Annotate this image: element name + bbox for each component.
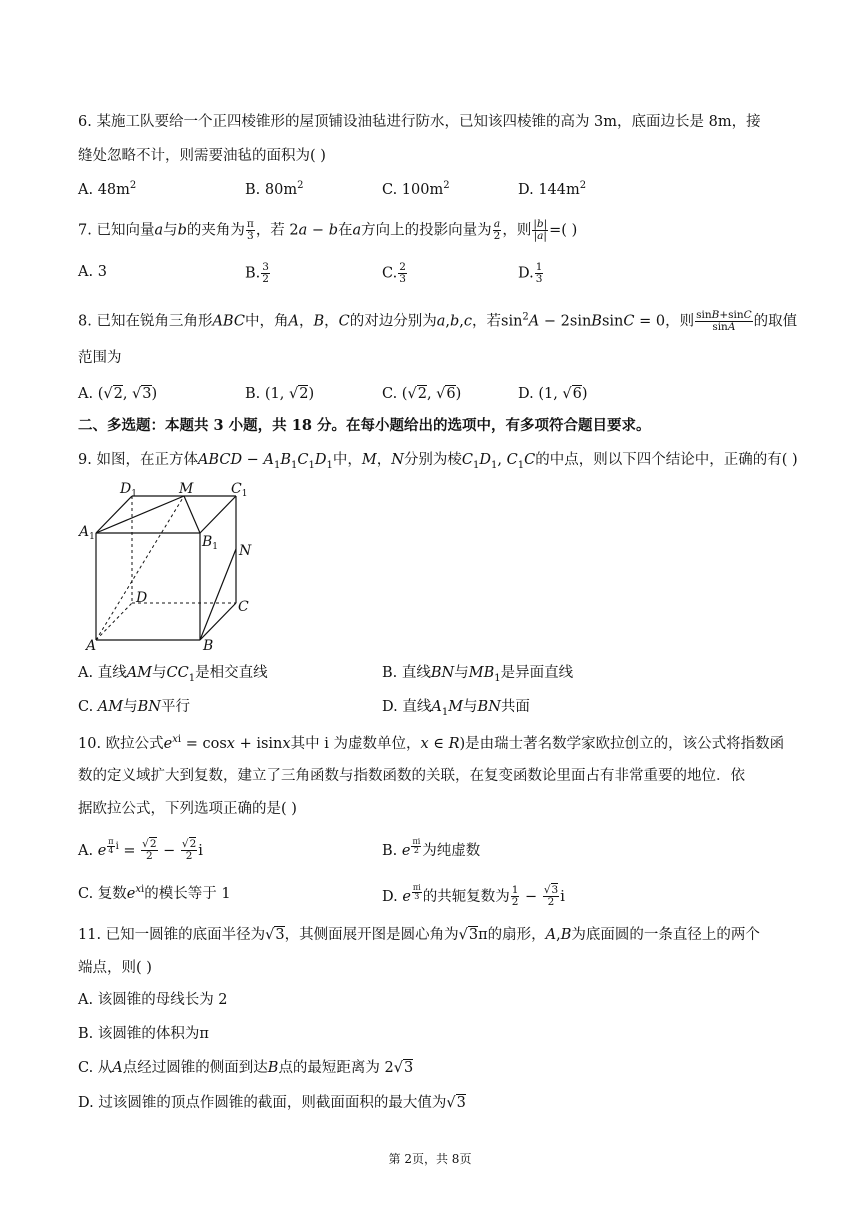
q7-option-a: A. 3: [78, 264, 107, 280]
q10-line1: 10. 欧拉公式$e^{xi} = \cos x + isinx$其中 i 为虚数单位，x ∈ R)是由瑞士著名数学家欧拉创立的，该公式将指数函: [78, 734, 785, 752]
q8-option-b: B. (1, √2): [245, 386, 315, 402]
label-b: B: [203, 638, 214, 654]
q6-line1: 6. 某施工队要给一个正四棱锥形的屋顶铺设油毡进行防水，已知该四棱锥的高为 3m，底面边长是 8m，接: [78, 114, 761, 130]
q9-option-b: B. 直线BN与$MB_1$是异面直线: [382, 665, 574, 684]
q11-option-a: A. 该圆锥的母线长为 2: [78, 992, 228, 1008]
q7-option-b: B. $\frac{3}{2}$: [245, 261, 269, 285]
edge-a1-d1: [96, 496, 132, 533]
q9-line1: 9. 如图，在正方体ABCD − $A_1B_1C_1D_1$中，M，N分别为棱$C_1D_1$, $C_1C$的中点，则以下四个结论中，正确的有( ): [78, 452, 798, 471]
q6-option-b: B. $80m^2$: [245, 180, 304, 198]
page-footer: 第 2页，共 8页: [388, 1152, 472, 1166]
q6-line2: 缝处忽略不计，则需要油毡的面积为( ): [78, 148, 326, 164]
segment-b-n: [200, 549, 236, 640]
segment-a1-m: [96, 496, 184, 533]
q7-option-d: D. $\frac{1}{3}$: [518, 261, 543, 285]
label-a: A: [86, 638, 97, 654]
q11-line2: 端点，则( ): [78, 960, 152, 976]
q11-line1: 11. 已知一圆锥的底面半径为√3，其侧面展开图是圆心角为√3π的扇形，A,B为底面圆的一条直径上的两个: [78, 927, 760, 943]
q10-line2: 数的定义域扩大到复数，建立了三角函数与指数函数的关联，在复变函数论里面占有非常重要的地位．依: [78, 768, 745, 784]
q11-option-d: D. 过该圆锥的顶点作圆锥的截面，则截面面积的最大值为√3: [78, 1095, 466, 1111]
segment-m-b1: [184, 496, 200, 533]
q6-option-d: D. $144m^2$: [518, 180, 587, 198]
q6-option-c: C. $100m^2$: [382, 180, 450, 198]
q8-option-a: A. (√2, √3): [78, 386, 158, 402]
q10-option-a: A. e $^{\frac{\pi}{4} i}$ = $\frac{√2}{2}$ − $\frac{√2}{2}$ i: [78, 837, 203, 863]
q7-option-c: C. $\frac{2}{3}$: [382, 261, 406, 285]
q10-option-d: D. e $^{\frac{\pi i}{3}}$ 的共轭复数为 $\frac{1}{2}$ − $\frac{√3}{2}$ i: [382, 883, 565, 909]
q11-option-b: B. 该圆锥的体积为π: [78, 1026, 209, 1042]
label-c: C: [238, 599, 249, 615]
q8-line2: 范围为: [78, 350, 122, 366]
q9-option-a: A. 直线AM与$CC_1$是相交直线: [78, 665, 268, 684]
q10-option-c: C. 复数$e^{xi}$的模长等于 1: [78, 884, 231, 902]
q8-line1: 8. 已知在锐角三角形ABC中，角A，B，C的对边分别为a,b,c，若$\sin^2A$ − 2sinBsinC = 0，则 $\frac{\sin B+\sin C}{\sin A}$ 的取值: [78, 309, 798, 333]
section-heading-multiple-choice: 二、多选题：本题共 3 小题，共 18 分。在每小题给出的选项中，有多项符合题目要求。: [78, 417, 651, 434]
q9-option-c: C. AM与BN平行: [78, 699, 190, 715]
q10-line3: 据欧拉公式，下列选项正确的是( ): [78, 801, 297, 817]
edge-b1-c1: [200, 496, 236, 533]
hidden-segment-a-m: [96, 496, 184, 640]
q8-option-c: C. (√2, √6): [382, 386, 462, 402]
label-d1: $D_1$: [120, 481, 137, 499]
q10-option-b: B. e $^{\frac{\pi i}{2}}$ 为纯虚数: [382, 837, 481, 859]
hidden-edge-a-d: [96, 603, 132, 640]
q9-option-d: D. 直线$A_1M$与BN共面: [382, 699, 530, 718]
q7-line1: 7. 已知向量a与b的夹角为 $\frac{\pi}{3}$ ，若 2a − b在a方向上的投影向量为 $\frac{a}{2}$ ，则 $\frac{|b|}{|a|}$ =( ): [78, 218, 578, 242]
cube-figure: [78, 478, 278, 656]
label-c1: $C_1$: [231, 481, 248, 499]
q11-option-c: C. 从A点经过圆锥的侧面到达B点的最短距离为 2√3: [78, 1060, 414, 1076]
q8-option-d: D. (1, √6): [518, 386, 588, 402]
label-n: N: [239, 543, 252, 559]
label-m: M: [179, 481, 194, 497]
label-a1: $A_1$: [79, 524, 95, 542]
label-d: D: [136, 590, 148, 606]
label-b1: $B_1$: [202, 534, 219, 552]
edge-b-c: [200, 603, 236, 640]
q6-option-a: A. $48m^2$: [78, 180, 137, 198]
